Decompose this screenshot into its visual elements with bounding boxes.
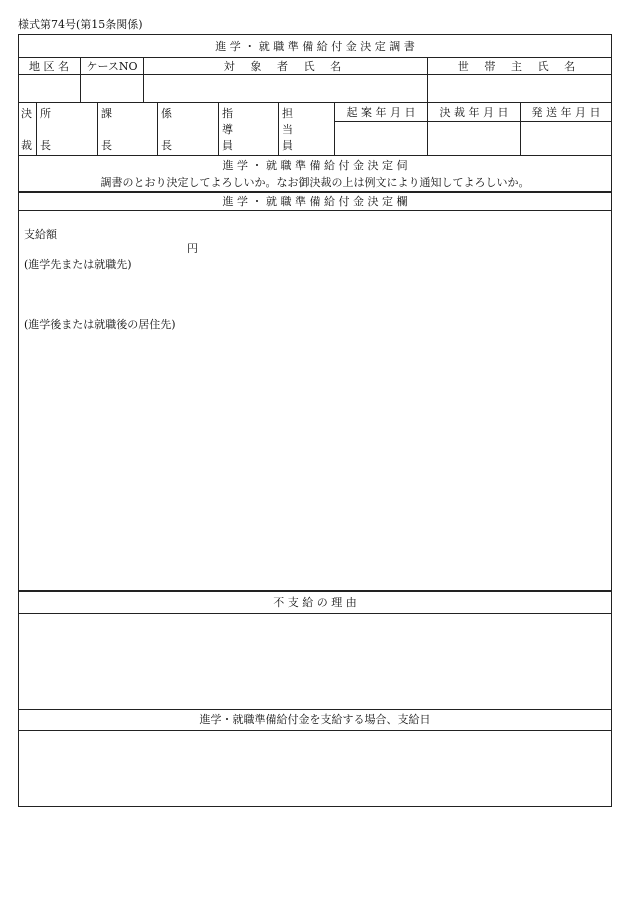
chief-bottom: 長	[161, 139, 172, 152]
charge-2: 当	[282, 123, 293, 136]
charge-3: 員	[282, 139, 293, 152]
rule-inquiry-top	[18, 155, 612, 156]
household-name-input[interactable]	[428, 75, 611, 102]
destination-label: (進学先または就職先)	[24, 258, 132, 271]
payment-date-title: 進学・就職準備給付金を支給する場合、支給日	[199, 713, 431, 726]
decision-content-area[interactable]	[19, 211, 611, 590]
household-name-label: 世 帯 主 氏 名	[457, 60, 582, 73]
nonpayment-title: 不 支 給 の 理 由	[273, 596, 357, 609]
amount-label: 支給額	[24, 228, 57, 241]
frame-top	[18, 34, 612, 35]
subject-name-input[interactable]	[144, 75, 427, 102]
sent-date-label: 発 送 年 月 日	[531, 106, 601, 119]
director-top: 所	[40, 107, 51, 120]
col-director	[97, 102, 98, 155]
subject-name-label: 対 象 者 氏 名	[223, 60, 348, 73]
nonpayment-input[interactable]	[19, 614, 611, 709]
inquiry-title: 進 学 ・ 就 職 準 備 給 付 金 決 定 伺	[222, 159, 408, 172]
payment-date-input[interactable]	[19, 731, 611, 806]
guidance-3: 員	[222, 139, 233, 152]
col-decision	[36, 102, 37, 155]
decision-date-label: 決 裁 年 月 日	[439, 106, 509, 119]
director-bottom: 長	[40, 139, 51, 152]
guidance-2: 導	[222, 123, 233, 136]
draft-date-input[interactable]	[335, 122, 427, 154]
rule-title	[18, 57, 612, 58]
charge-1: 担	[282, 107, 293, 120]
draft-date-label: 起 案 年 月 日	[346, 106, 416, 119]
rule-inquiry-bottom	[18, 191, 612, 193]
decision-bottom: 裁	[21, 139, 32, 152]
decision-section-title: 進 学 ・ 就 職 準 備 給 付 金 決 定 欄	[222, 195, 408, 208]
section-bottom: 長	[101, 139, 112, 152]
inquiry-text: 調書のとおり決定してよろしいか。なお御決裁の上は例文により通知してよろしいか。	[100, 176, 530, 189]
rule-decision-bottom	[18, 590, 612, 592]
section-top: 課	[101, 107, 112, 120]
rule-approval-top	[18, 102, 612, 103]
form-number: 様式第74号(第15条関係)	[18, 18, 143, 31]
frame-right	[611, 34, 612, 807]
case-no-input[interactable]	[81, 75, 143, 102]
form-title: 進 学 ・ 就 職 準 備 給 付 金 決 定 調 書	[215, 40, 415, 53]
guidance-1: 指	[222, 107, 233, 120]
decision-top: 決	[21, 107, 32, 120]
district-input[interactable]	[19, 75, 80, 102]
residence-label: (進学後または就職後の居住先)	[24, 318, 176, 331]
district-label: 地 区 名	[29, 60, 69, 73]
col-chief	[218, 102, 219, 155]
yen-label: 円	[187, 242, 198, 255]
decision-date-input[interactable]	[428, 122, 520, 154]
sent-date-input[interactable]	[521, 122, 611, 154]
rule-payment-top	[18, 709, 612, 710]
case-no-label: ケースNO	[86, 60, 138, 73]
col-section	[157, 102, 158, 155]
chief-top: 係	[161, 107, 172, 120]
col-guidance	[278, 102, 279, 155]
frame-bottom	[18, 806, 612, 807]
